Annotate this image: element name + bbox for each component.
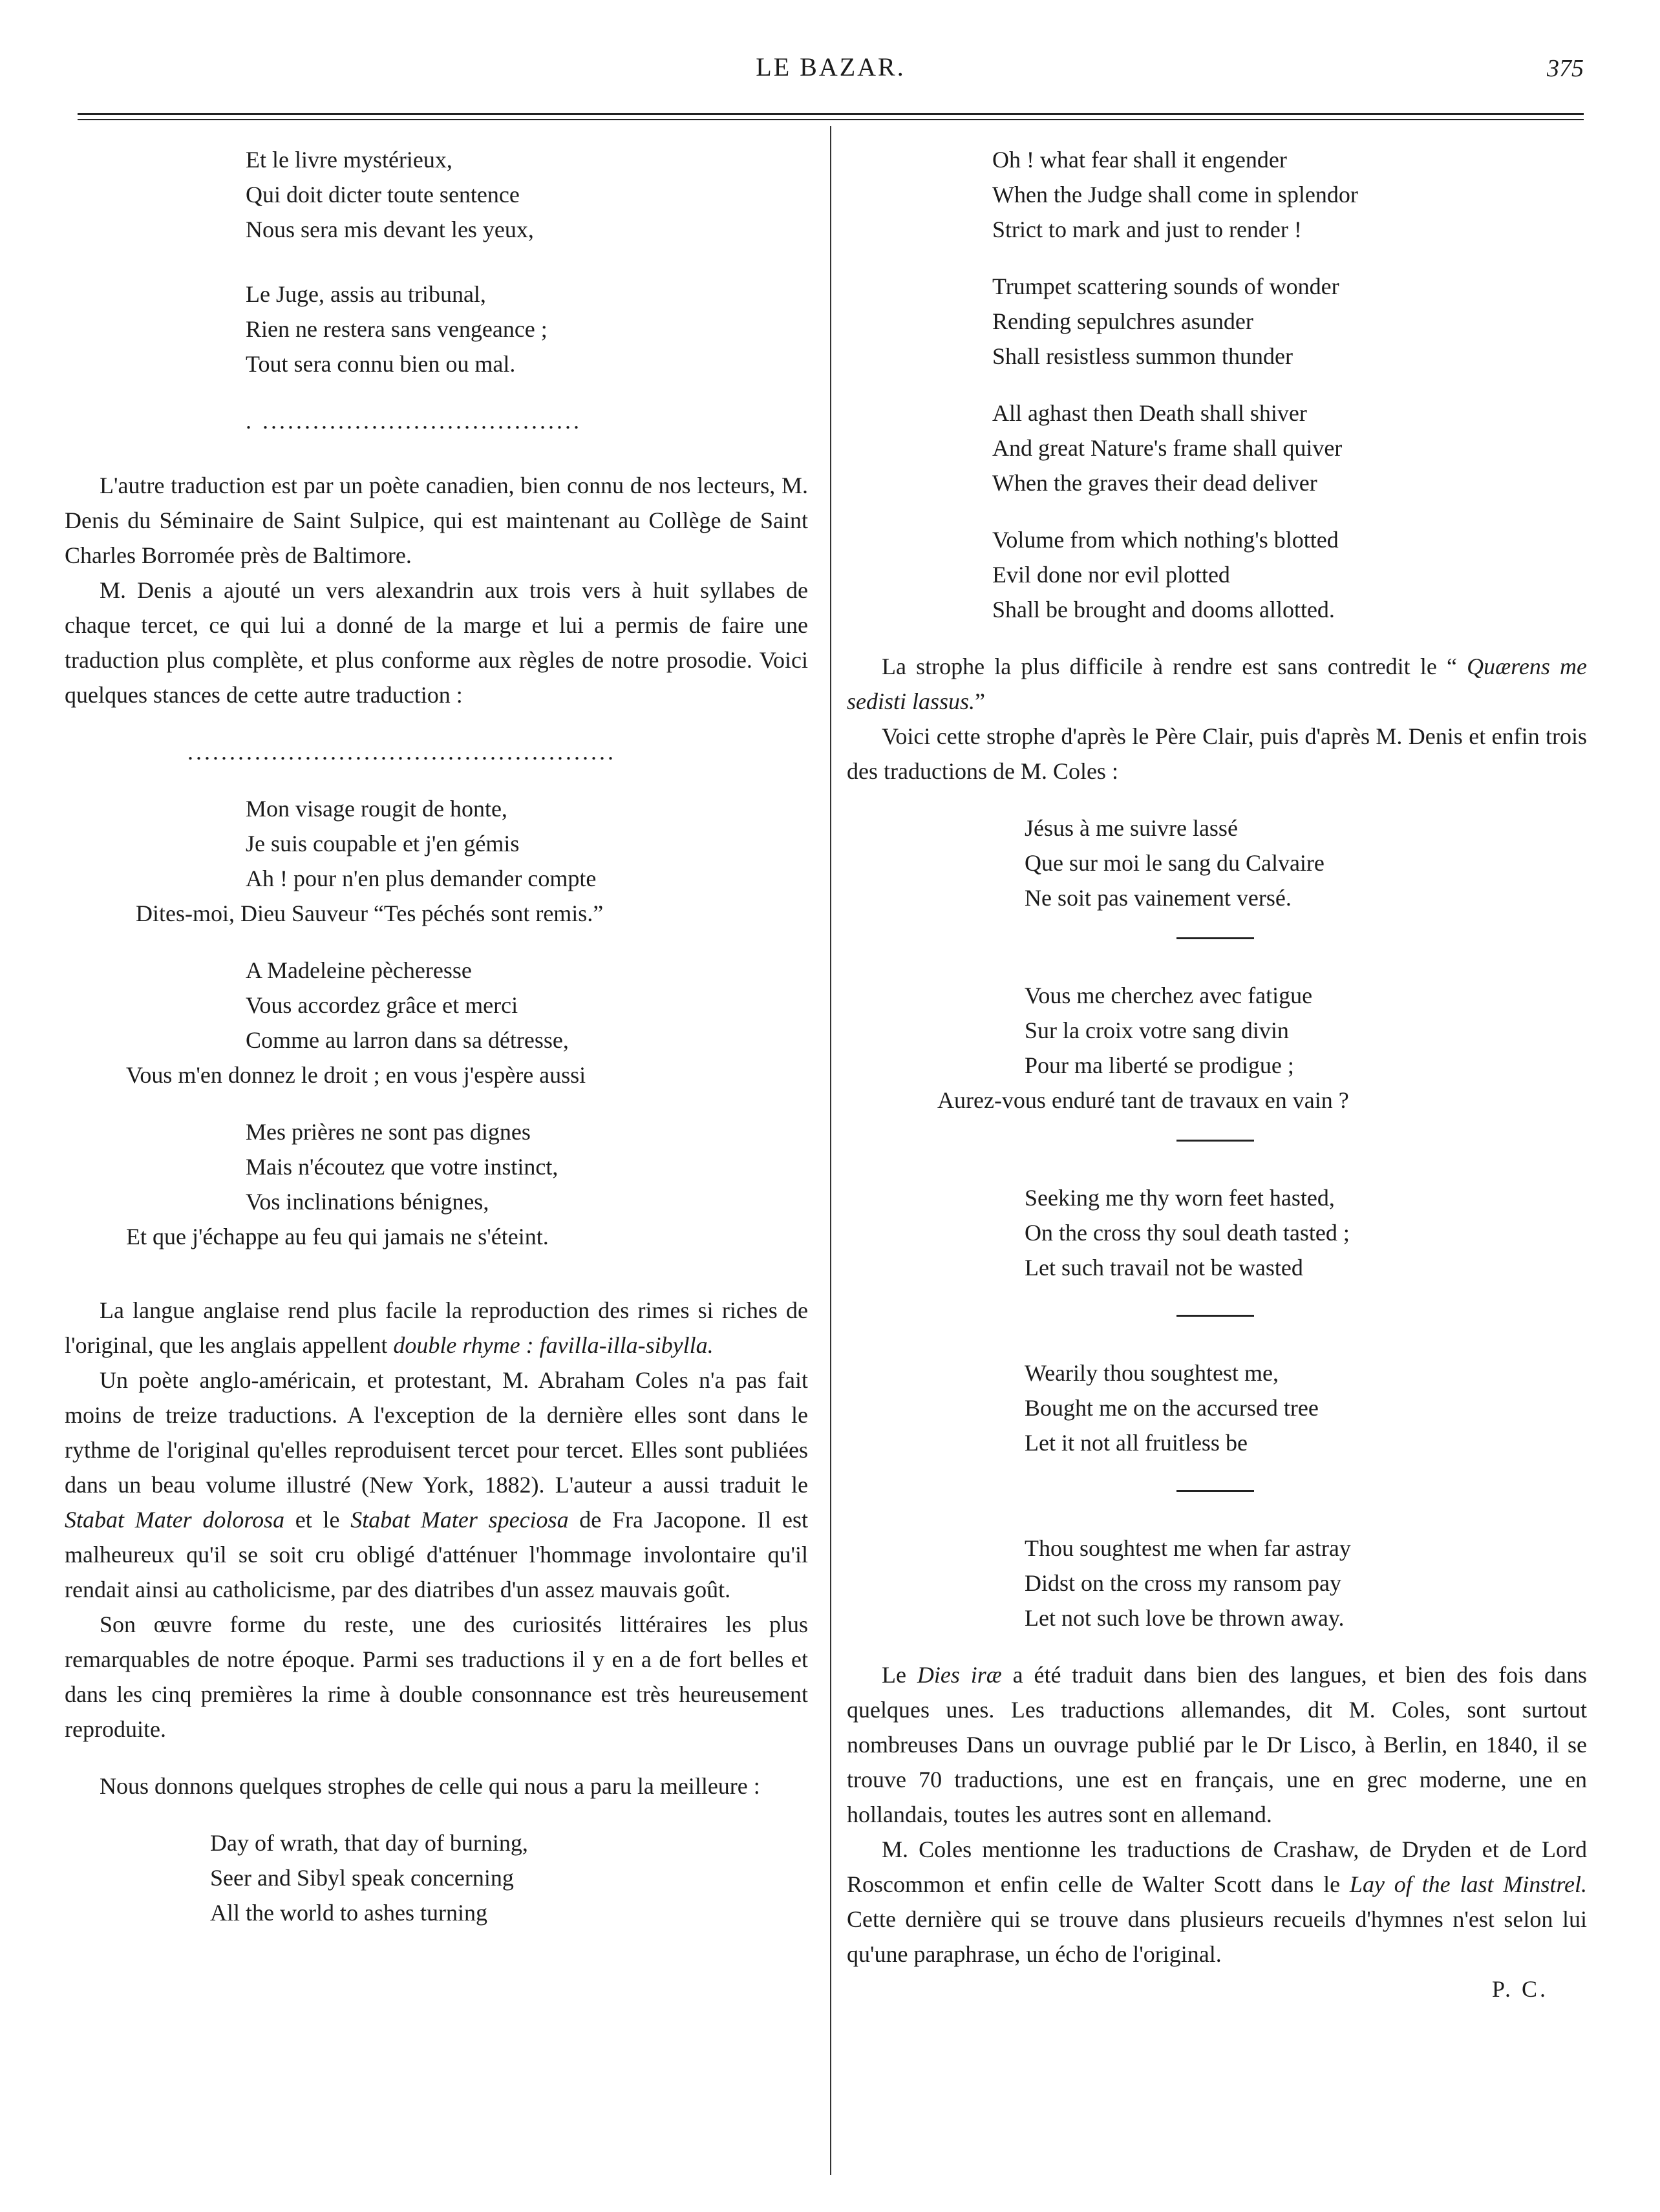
header-rule [78, 119, 1584, 120]
verse-line: Bought me on the accursed tree [1025, 1395, 1319, 1421]
poem-stanza [65, 791, 808, 931]
verse-line: Tout sera connu bien ou mal. [246, 351, 516, 377]
paragraph: Nous donnons quelques strophes de celle qui nous a paru la meilleure : [100, 1773, 760, 1799]
ellipsis-line: ................................................... [187, 739, 616, 765]
verse-line: Mes prières ne sont pas dignes [246, 1119, 531, 1145]
verse-line: Let not such love be thrown away. [1025, 1605, 1345, 1631]
verse-line: Vous accordez grâce et merci [246, 992, 518, 1018]
paragraph [65, 1363, 808, 1607]
verse-line: Mais n'écoutez que votre instinct, [246, 1154, 559, 1180]
poem-stanza [246, 277, 808, 381]
paragraph: L'autre traduction est par un poète canadien, bien connu de nos lecteurs, M. Denis du Séminaire de Saint Sulpice, qui est maintenant au Collège de Saint Charles Borromée près de Baltimore. [65, 473, 808, 568]
poem-stanza [210, 1825, 808, 1930]
poem-stanza [1025, 1356, 1587, 1460]
verse-line: Aurez-vous enduré tant de travaux en vain ? [937, 1087, 1349, 1113]
poem-stanza [992, 269, 1587, 374]
verse-line: Let such travail not be wasted [1025, 1255, 1303, 1281]
verse-line: Seer and Sibyl speak concerning [210, 1865, 514, 1891]
verse-line: And great Nature's frame shall quiver [992, 435, 1343, 461]
italic-title: Lay of the last Minstrel. [1349, 1871, 1587, 1897]
verse-line: When the Judge shall come in splendor [992, 182, 1358, 207]
verse-line: Wearily thou soughtest me, [1025, 1360, 1279, 1386]
verse-line: Oh ! what fear shall it engender [992, 147, 1287, 173]
paragraph: Voici cette strophe d'après le Père Clair, puis d'après M. Denis et enfin trois des traductions de M. Coles : [847, 723, 1587, 784]
paragraph-text: et le [284, 1507, 351, 1533]
column-divider [830, 126, 831, 2175]
verse-line: Shall resistless summon thunder [992, 343, 1293, 369]
paragraph-text: Un poète anglo-américain, et protestant, M. Abraham Coles n'a pas fait moins de treize traductions. A l'exception de la dernière elles sont dans le rythme de l'original qu'elles reproduisent tercet pour tercet. Elles sont publiées dans un beau volume illustré (New York, 1882). L'auteur a aussi traduit le [65, 1367, 808, 1498]
paragraph [65, 1293, 808, 1363]
page-number: 375 [1547, 55, 1584, 82]
verse-line: Dites-moi, Dieu Sauveur “Tes péchés sont remis.” [136, 900, 604, 926]
verse-line: Day of wrath, that day of burning, [210, 1830, 528, 1856]
paragraph-text: La strophe la plus difficile à rendre est sans contredit le “ [882, 654, 1467, 679]
author-signature: P. C. [1491, 1976, 1548, 2002]
verse-line: Vous m'en donnez le droit ; en vous j'espère aussi [126, 1062, 586, 1088]
paragraph [847, 649, 1587, 719]
paragraph-text: Le [882, 1662, 917, 1688]
verse-line: All the world to ashes turning [210, 1900, 487, 1926]
poem-stanza [992, 142, 1587, 247]
italic-quote: Quærens me sedisti lassus. [847, 654, 1587, 714]
poem-stanza [246, 142, 808, 247]
poem-stanza [65, 1114, 808, 1254]
verse-line: Le Juge, assis au tribunal, [246, 281, 486, 307]
verse-line: When the graves their dead deliver [992, 470, 1317, 496]
verse-line: Que sur moi le sang du Calvaire [1025, 850, 1325, 876]
verse-line: Sur la croix votre sang divin [1025, 1017, 1289, 1043]
italic-title: Dies iræ [917, 1662, 1002, 1688]
paragraph [847, 1657, 1587, 1832]
verse-line: Vous me cherchez avec fatigue [1025, 983, 1313, 1008]
verse-line: Vos inclinations bénignes, [246, 1189, 489, 1215]
verse-line: Seeking me thy worn feet hasted, [1025, 1185, 1335, 1211]
paragraph-text: La langue anglaise rend plus facile la reproduction des rimes si riches de l'original, que les anglais appellent [65, 1297, 808, 1358]
poem-stanza [1025, 1531, 1587, 1635]
verse-line: On the cross thy soul death tasted ; [1025, 1220, 1350, 1246]
page-header [78, 52, 1584, 103]
paragraph-text: de Fra Jacopone. Il est malheureux qu'il se soit cru obligé d'atténuer l'hommage involontaire qu'il rendait ainsi au catholicisme, par des diatribes d'un assez mauvais goût. [65, 1507, 808, 1602]
italic-title: Stabat Mater speciosa [350, 1507, 569, 1533]
verse-line: A Madeleine pècheresse [246, 957, 472, 983]
verse-line: Strict to mark and just to render ! [992, 217, 1302, 242]
italic-title: Stabat Mater dolorosa [65, 1507, 285, 1533]
verse-line: Let it not all fruitless be [1025, 1430, 1248, 1456]
right-column [847, 142, 1587, 2006]
verse-line: Didst on the cross my ransom pay [1025, 1570, 1341, 1596]
poem-stanza [847, 978, 1587, 1118]
paragraph: Son œuvre forme du reste, une des curiosités littéraires les plus remarquables de notre époque. Parmi ses traductions il y en a de fort belles et dans les cinq premières la rime à double consonnance est très heureusement reproduite. [65, 1611, 808, 1742]
verse-line: Shall be brought and dooms allotted. [992, 597, 1335, 622]
verse-line: Evil done nor evil plotted [992, 562, 1230, 588]
verse-line: All aghast then Death shall shiver [992, 400, 1307, 426]
verse-line: Nous sera mis devant les yeux, [246, 217, 534, 242]
ellipsis-line: . ...................................... [246, 408, 582, 434]
verse-line: Volume from which nothing's blotted [992, 527, 1339, 553]
poem-stanza [1025, 1180, 1587, 1285]
verse-line: Ah ! pour n'en plus demander compte [246, 866, 597, 891]
verse-line: Qui doit dicter toute sentence [246, 182, 520, 207]
verse-line: Trumpet scattering sounds of wonder [992, 273, 1339, 299]
verse-line: Thou soughtest me when far astray [1025, 1535, 1351, 1561]
verse-line: Comme au larron dans sa détresse, [246, 1027, 569, 1053]
verse-line: Mon visage rougit de honte, [246, 796, 507, 822]
poem-stanza [992, 522, 1587, 627]
poem-stanza [65, 953, 808, 1092]
verse-line: Et le livre mystérieux, [246, 147, 452, 173]
paragraph-text: Cette dernière qui se trouve dans plusieurs recueils d'hymnes n'est selon lui qu'une paraphrase, un écho de l'original. [847, 1906, 1587, 1967]
verse-line: Ne soit pas vainement versé. [1025, 885, 1292, 911]
paragraph-text: a été traduit dans bien des langues, et bien des fois dans quelques unes. Les traductions allemandes, dit M. Coles, sont surtout nombreuses Dans un ouvrage publié par le Dr Lisco, à Berlin, en 1840, il se trouve 70 traductions, une est en français, une en grec moderne, une en hollandais, toutes les autres sont en allemand. [847, 1662, 1587, 1827]
verse-line: Je suis coupable et j'en gémis [246, 831, 520, 856]
left-column [65, 142, 808, 1930]
poem-stanza [992, 396, 1587, 500]
poem-stanza [1025, 811, 1587, 915]
header-rule [78, 113, 1584, 115]
verse-line: Et que j'échappe au feu qui jamais ne s'éteint. [126, 1224, 549, 1250]
verse-line: Rending sepulchres asunder [992, 308, 1253, 334]
paragraph: M. Denis a ajouté un vers alexandrin aux trois vers à huit syllabes de chaque tercet, ce qui lui a donné de la marge et lui a permis de faire une traduction plus complète, et plus conforme aux règles de notre prosodie. Voici quelques stances de cette autre traduction : [65, 577, 808, 708]
page-title: LE BAZAR. [756, 52, 906, 81]
verse-line: Jésus à me suivre lassé [1025, 815, 1238, 841]
paragraph-text: ” [975, 688, 986, 714]
verse-line: Rien ne restera sans vengeance ; [246, 316, 548, 342]
paragraph-text: M. Coles mentionne les traductions de Crashaw, de Dryden et de Lord Roscommon et enfin celle de Walter Scott dans le [847, 1836, 1587, 1897]
italic-term: double rhyme : favilla-illa-sibylla. [393, 1332, 714, 1358]
verse-line: Pour ma liberté se prodigue ; [1025, 1052, 1294, 1078]
paragraph [847, 1832, 1587, 1972]
